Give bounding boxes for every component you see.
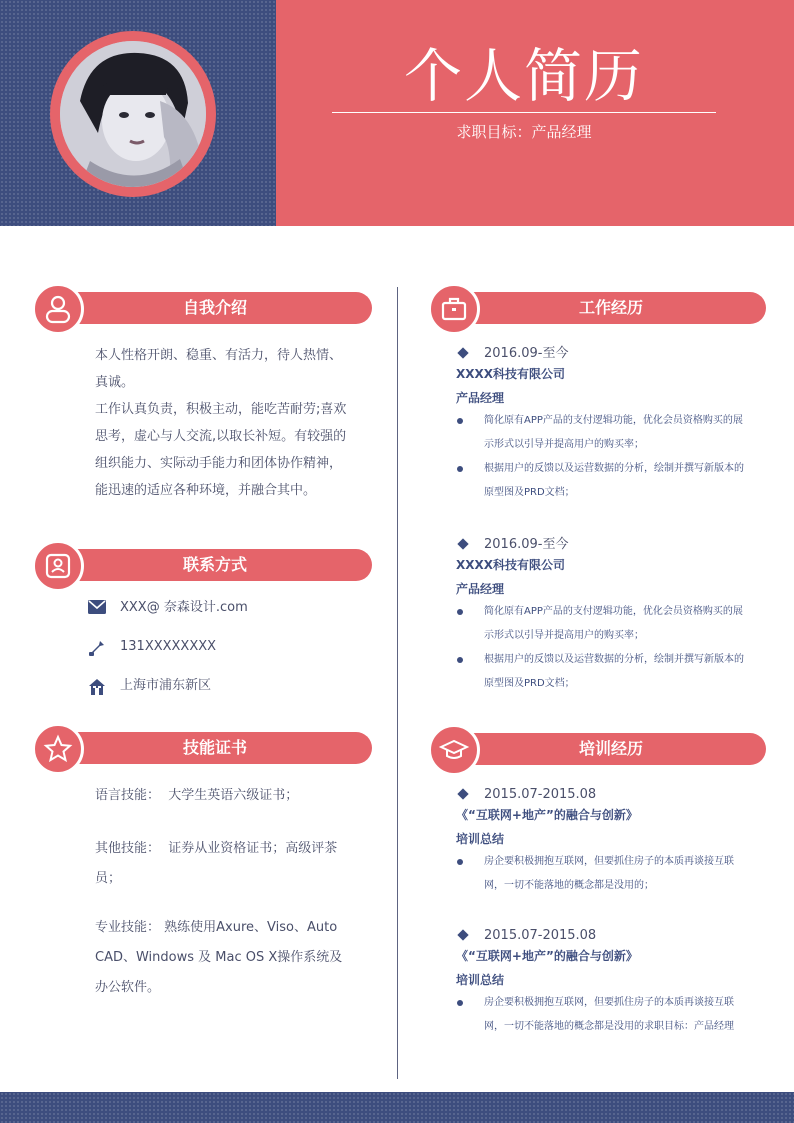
section-title-contact: 联系方式 [182, 555, 247, 574]
bullet-dot-icon [457, 418, 463, 424]
skill-value: 证券从业资格证书；高级评茶员； [95, 841, 338, 886]
work-bullet-text: 简化原有APP产品的支付逻辑功能，优化会员资格购买的展示形式以引导并提高用户的购买率； [484, 415, 743, 450]
title-rule [332, 112, 716, 113]
training-date [456, 786, 746, 804]
work-bullet [456, 600, 746, 648]
diamond-icon [457, 347, 468, 358]
section-header-contact [58, 549, 372, 581]
training-entry [456, 786, 746, 898]
skill-label: 其他技能： [95, 841, 161, 856]
diamond-icon [457, 538, 468, 549]
work-company: XXXX科技有限公司 [456, 558, 566, 572]
user-icon-badge [32, 283, 84, 335]
bullet-dot-icon [457, 657, 463, 663]
training-date-text: 2015.07-2015.08 [484, 928, 597, 943]
training-bullet [456, 850, 746, 898]
work-role: 产品经理 [456, 391, 505, 405]
briefcase-icon-badge [428, 283, 480, 335]
bullet-dot-icon [457, 1000, 463, 1006]
section-header-work [456, 292, 766, 324]
training-summary-label: 培训总结 [456, 973, 505, 987]
star-icon [43, 734, 73, 764]
contact-email-text: XXX@ 奈森设计.com [120, 600, 248, 615]
training-bullet [456, 991, 746, 1039]
work-bullet [456, 457, 746, 505]
training-bullet-text: 房企要积极拥抱互联网，但要抓住房子的本质再谈接互联网，一切不能落地的概念都是没用的； [484, 856, 734, 891]
work-bullet-text: 根据用户的反馈以及运营数据的分析，绘制并撰写新版本的原型图及PRD文档； [484, 654, 744, 689]
work-bullet [456, 648, 746, 696]
training-summary-label: 培训总结 [456, 832, 505, 846]
section-title-skills: 技能证书 [182, 738, 247, 757]
phone-icon [88, 639, 106, 657]
section-header-about [58, 292, 372, 324]
bullet-dot-icon [457, 859, 463, 865]
work-entry [456, 345, 746, 505]
id-card-icon [43, 551, 73, 581]
training-bullet-text: 房企要积极拥抱互联网，但要抓住房子的本质再谈接互联网，一切不能落地的概念都是没用的求职目标：产品经理 [484, 997, 734, 1032]
skill-value: 熟练使用Axure、Viso、Auto CAD、Windows 及 Mac OS X操作系统及办公软件。 [95, 920, 343, 995]
training-entry [456, 927, 746, 1039]
training-course: 《“互联网+地产”的融合与创新》 [456, 949, 638, 963]
skill-value: 大学生英语六级证书； [168, 788, 299, 803]
briefcase-icon [439, 294, 469, 324]
section-header-skills [58, 732, 372, 764]
footer-bar [0, 1092, 794, 1123]
training-course: 《“互联网+地产”的融合与创新》 [456, 808, 638, 822]
work-company: XXXX科技有限公司 [456, 367, 566, 381]
work-date [456, 345, 746, 363]
work-bullet-text: 根据用户的反馈以及运营数据的分析，绘制并撰写新版本的原型图及PRD文档； [484, 463, 744, 498]
skill-item [95, 834, 347, 894]
user-icon [43, 294, 73, 324]
training-date [456, 927, 746, 945]
section-title-training: 培训经历 [578, 739, 643, 758]
column-divider [397, 287, 398, 1079]
page-subtitle: 求职目标：产品经理 [456, 123, 592, 141]
section-title-work: 工作经历 [578, 298, 643, 317]
contact-address-text: 上海市浦东新区 [120, 678, 212, 693]
page-title: 个人简历 [403, 42, 644, 110]
avatar [60, 41, 206, 187]
work-bullet [456, 409, 746, 457]
work-date-text: 2016.09-至今 [484, 537, 569, 552]
skill-item [95, 781, 347, 811]
work-bullet-text: 简化原有APP产品的支付逻辑功能，优化会员资格购买的展示形式以引导并提高用户的购买率； [484, 606, 743, 641]
work-entry [456, 536, 746, 696]
star-icon-badge [32, 723, 84, 775]
training-date-text: 2015.07-2015.08 [484, 787, 597, 802]
diamond-icon [457, 929, 468, 940]
graduation-cap-icon-badge [428, 724, 480, 776]
about-paragraph: 工作认真负责，积极主动，能吃苦耐劳;喜欢思考，虚心与人交流,以取长补短。有较强的组织能力、实际动手能力和团体协作精神，能迅速的适应各种环境，并融合其中。 [95, 402, 347, 498]
work-date [456, 536, 746, 554]
home-icon [88, 678, 106, 696]
about-paragraph: 本人性格开朗、稳重、有活力，待人热情、真诚。 [95, 348, 343, 390]
section-header-training [456, 733, 766, 765]
bullet-dot-icon [457, 609, 463, 615]
work-role: 产品经理 [456, 582, 505, 596]
skill-label: 语言技能： [95, 788, 161, 803]
skill-label: 专业技能： [95, 920, 161, 935]
graduation-cap-icon [439, 735, 469, 765]
section-title-about: 自我介绍 [182, 298, 247, 317]
skill-item [95, 913, 347, 1003]
diamond-icon [457, 788, 468, 799]
header-right-panel [276, 0, 794, 226]
contact-phone-text: 131XXXXXXXX [120, 639, 217, 654]
about-text [95, 342, 347, 504]
id-card-icon-badge [32, 540, 84, 592]
mail-icon [88, 600, 106, 614]
bullet-dot-icon [457, 466, 463, 472]
work-date-text: 2016.09-至今 [484, 346, 569, 361]
